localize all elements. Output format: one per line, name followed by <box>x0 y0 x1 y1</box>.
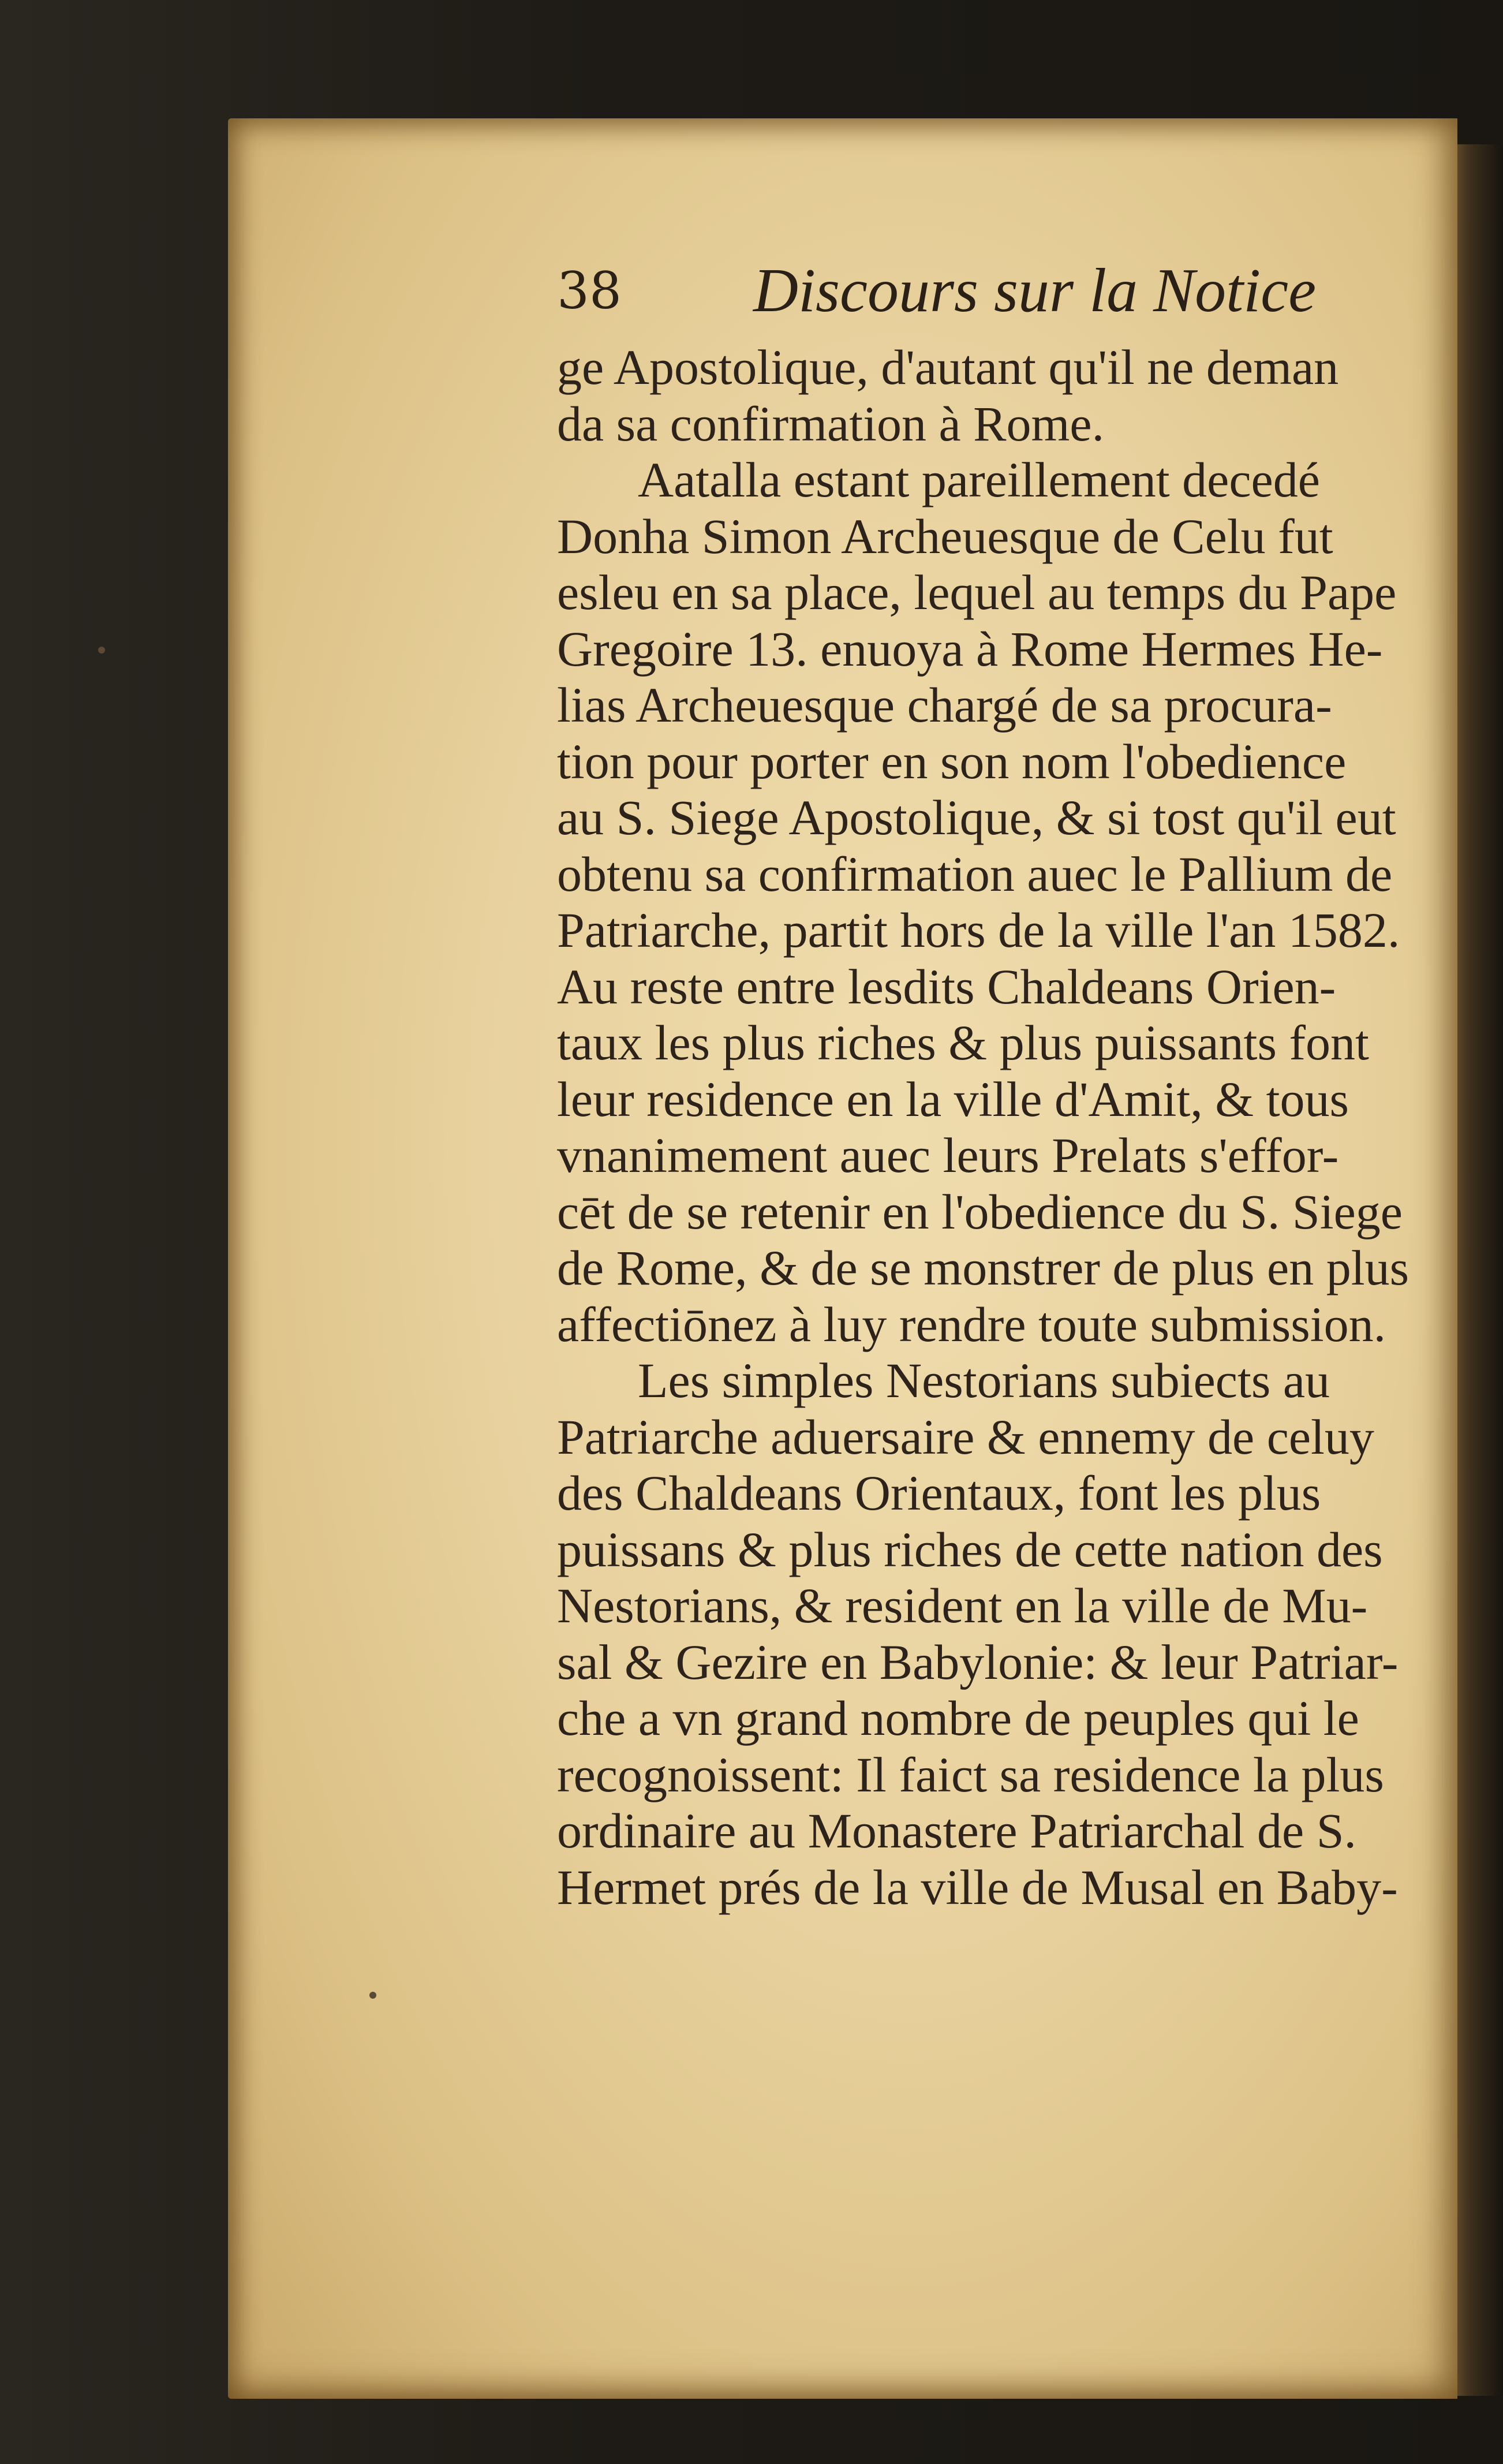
text-line: au S. Siege Apostolique, & si tost qu'il eut <box>557 790 1396 845</box>
text-line: Patriarche, partit hors de la ville l'an 1582. <box>557 902 1400 958</box>
text-line: sal & Gezire en Babylonie: & leur Patriar- <box>557 1634 1399 1690</box>
text-line: Patriarche aduersaire & ennemy de celuy <box>557 1409 1374 1465</box>
text-line: affectiōnez à luy rendre toute submission. <box>557 1296 1386 1352</box>
text-line: lias Archeuesque chargé de sa procura- <box>557 677 1332 733</box>
text-line: puissans & plus riches de cette nation des <box>557 1521 1383 1577</box>
ink-speck <box>369 1992 376 1999</box>
text-line: cēt de se retenir en l'obedience du S. Siege <box>557 1184 1403 1240</box>
text-line: Gregoire 13. enuoya à Rome Hermes He- <box>557 621 1383 677</box>
text-line: vnanimement auec leurs Prelats s'effor- <box>557 1128 1339 1183</box>
text-line: da sa confirmation à Rome. <box>557 395 1105 451</box>
text-line: obtenu sa confirmation auec le Pallium de <box>557 846 1393 902</box>
text-line: des Chaldeans Orientaux, font les plus <box>557 1465 1321 1521</box>
text-line: Hermet prés de la ville de Musal en Baby- <box>557 1859 1398 1915</box>
text-line: Nestorians, & resident en la ville de Mu- <box>557 1578 1368 1633</box>
text-line: leur residence en la ville d'Amit, & tous <box>557 1071 1349 1127</box>
text-line: Aatalla estant pareillement decedé <box>638 452 1320 507</box>
text-line: Donha Simon Archeuesque de Celu fut <box>557 508 1333 564</box>
text-line: tion pour porter en son nom l'obedience <box>557 733 1347 789</box>
text-line: che a vn grand nombre de peuples qui le <box>557 1690 1359 1746</box>
text-line: esleu en sa place, lequel au temps du Pape <box>557 565 1397 620</box>
text-line: ge Apostolique, d'autant qu'il ne deman <box>557 339 1339 395</box>
body-text <box>557 339 1457 1916</box>
ink-speck <box>98 647 105 654</box>
text-line: Au reste entre lesdits Chaldeans Orien- <box>557 958 1336 1014</box>
text-line: taux les plus riches & plus puissants font <box>557 1015 1369 1070</box>
page-number: 38 <box>557 261 622 320</box>
text-line: recognoissent: Il faict sa residence la plus <box>557 1746 1384 1802</box>
text-line: ordinaire au Monastere Patriarchal de S. <box>557 1803 1357 1858</box>
running-head: Discours sur la Notice <box>753 256 1317 325</box>
text-line: de Rome, & de se monstrer de plus en plus <box>557 1240 1409 1296</box>
text-line: Les simples Nestorians subiects au <box>638 1353 1330 1408</box>
